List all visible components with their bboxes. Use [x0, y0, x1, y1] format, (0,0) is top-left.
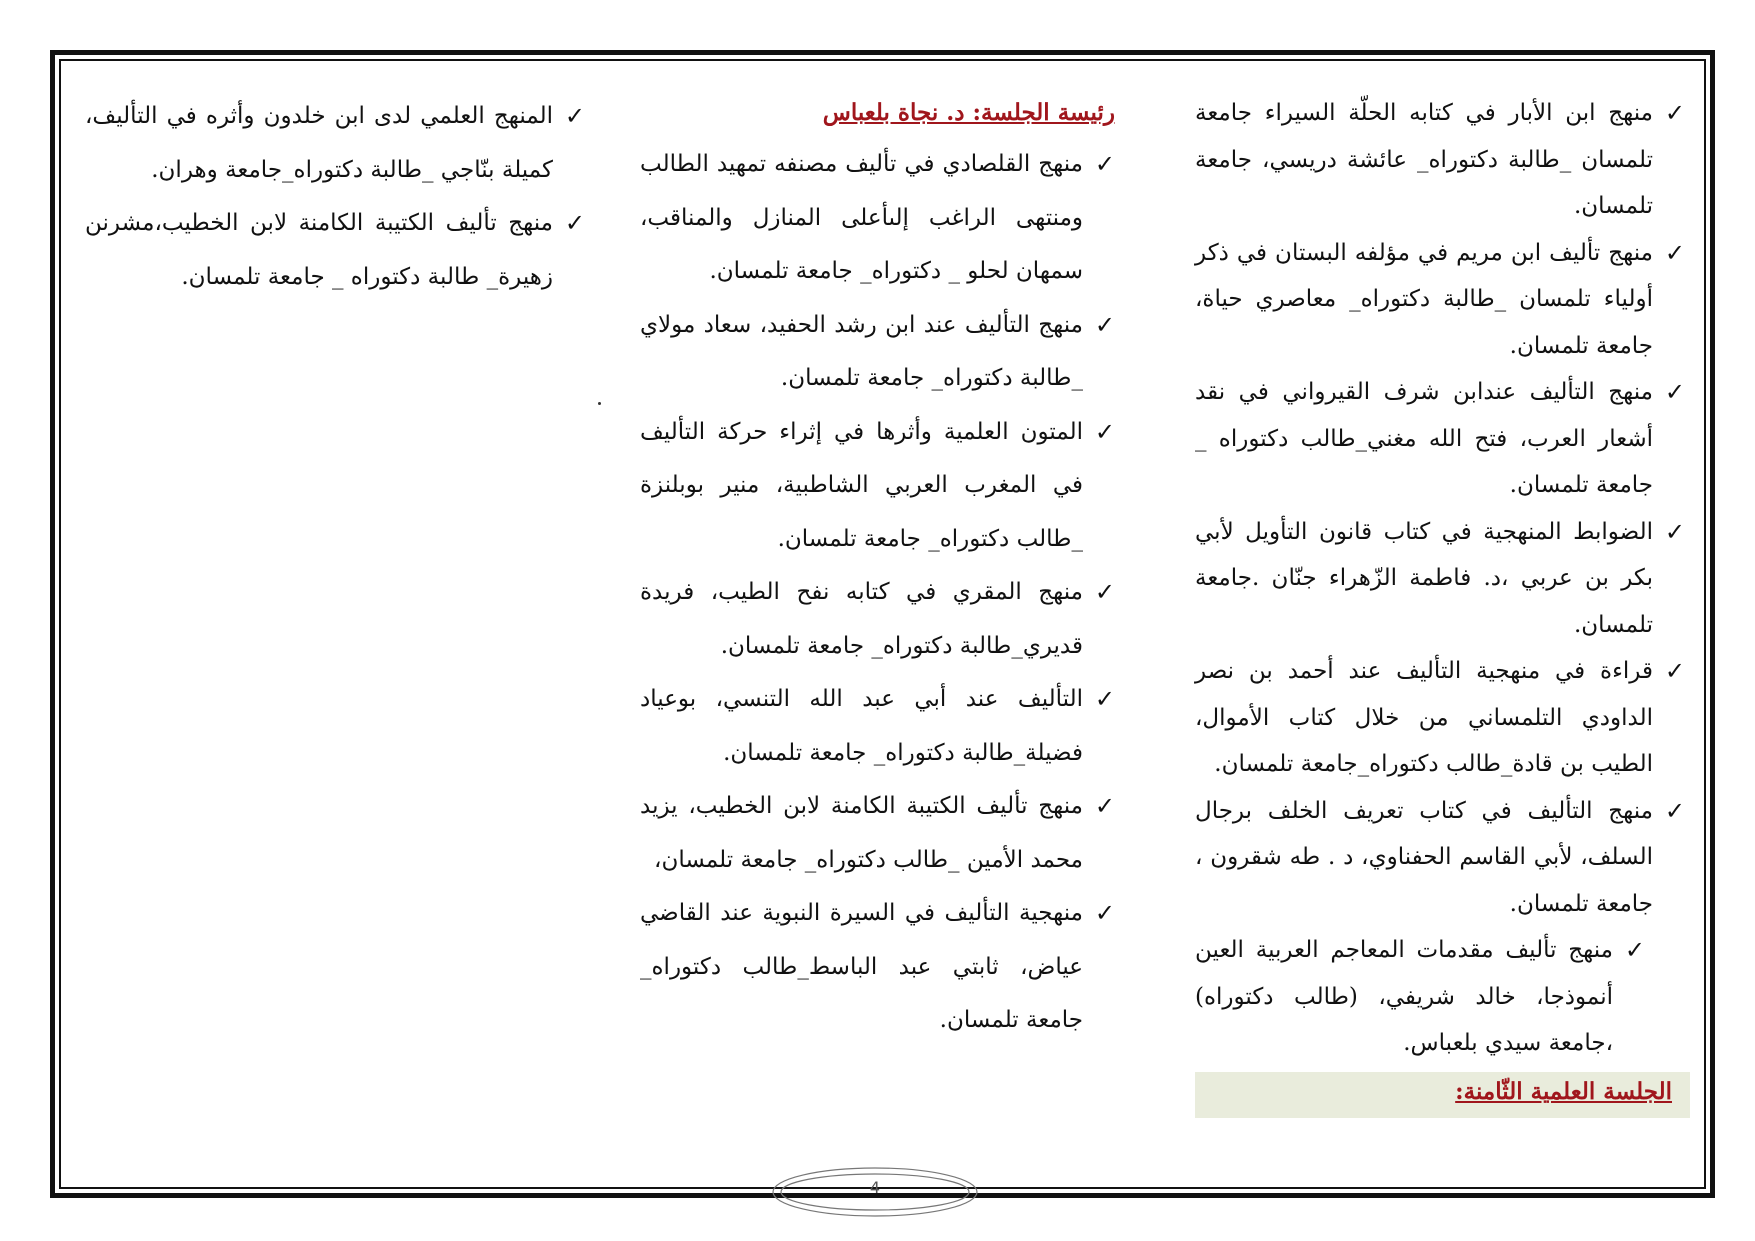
check-icon: ✓: [1664, 378, 1685, 406]
check-icon: ✓: [1664, 796, 1685, 825]
item-text: التأليف عند أبي عبد الله التنسي، بوعياد فضيلة_طالبة دكتوراه_ جامعة تلمسان.: [640, 686, 1083, 766]
column-middle: [640, 90, 1115, 1048]
check-icon: ✓: [1664, 517, 1685, 546]
list-item: [640, 673, 1115, 780]
item-text: منهج تأليف ابن مريم في مؤلفه البستان في ذكر أولياء تلمسان _طالبة دكتوراه_ معاصري حياة، جامعة تلمسان.: [1195, 239, 1653, 359]
item-text: منهج تأليف الكتيبة الكامنة لابن الخطيب،مشرنن زهيرة_ طالبة دكتوراه _ جامعة تلمسان.: [85, 210, 553, 290]
check-icon: ✓: [564, 102, 585, 130]
check-icon: ✓: [1094, 685, 1115, 713]
list-item: [1195, 788, 1685, 928]
item-text: منهج المقري في كتابه نفح الطيب، فريدة قديري_طالبة دكتوراه_ جامعة تلمسان.: [640, 579, 1083, 659]
check-icon: ✓: [1094, 310, 1115, 339]
item-text: منهج القلصادي في تأليف مصنفه تمهيد الطالب ومنتهى الراغب إلىأعلى المنازل والمناقب، سمهان لحلو _ دكتوراه_ جامعة تلمسان.: [640, 151, 1083, 284]
page-number-badge: [770, 1164, 980, 1220]
list-item: [640, 406, 1115, 567]
column-left: [85, 90, 585, 304]
check-icon: ✓: [1664, 99, 1685, 127]
check-icon: ✓: [1094, 899, 1115, 927]
list-item: [640, 887, 1115, 1048]
item-text: منهج تأليف الكتيبة الكامنة لابن الخطيب، يزيد محمد الأمين _طالب دكتوراه_ جامعة تلمسان،: [640, 793, 1083, 873]
item-text: منهجية التأليف في السيرة النبوية عند القاضي عياض، ثابتي عبد الباسط_طالب دكتوراه_ جامعة تلمسان.: [640, 900, 1083, 1033]
item-text: منهج التأليف في كتاب تعريف الخلف برجال السلف، لأبي القاسم الحفناوي، د . طه شقرون ، جامعة تلمسان.: [1195, 797, 1653, 917]
list-item: [640, 138, 1115, 299]
session-heading-bar: [1195, 1072, 1690, 1118]
item-text: منهج تأليف مقدمات المعاجم العربية العين أنموذجا، خالد شريفي، (طالب دكتوراه) ،جامعة سيدي بلعباس.: [1195, 937, 1613, 1056]
list-item: [640, 299, 1115, 406]
check-icon: ✓: [1094, 578, 1115, 606]
session-heading: الجلسة العلمية الثّامنة:: [1455, 1078, 1672, 1105]
check-icon: ✓: [1664, 657, 1685, 685]
check-icon: ✓: [1624, 936, 1645, 964]
check-icon: ✓: [1094, 150, 1115, 178]
item-text: منهج التأليف عندابن شرف القيرواني في نقد أشعار العرب، فتح الله مغني_طالب دكتوراه _ جامعة تلمسان.: [1195, 379, 1653, 498]
item-text: الضوابط المنهجية في كتاب قانون التأويل لأبي بكر بن عربي ،د. فاطمة الزّهراء جنّان .جامعة تلمسان.: [1195, 518, 1653, 638]
item-text: المنهج العلمي لدى ابن خلدون وأثره في التأليف، كميلة بنّاجي _طالبة دكتوراه_جامعة وهران.: [85, 103, 553, 183]
program-list-left: [85, 90, 585, 304]
list-item: [1195, 509, 1685, 649]
check-icon: ✓: [1664, 238, 1685, 267]
program-list-right: [1195, 90, 1685, 1067]
column-right: [1195, 90, 1685, 1067]
item-text: منهج التأليف عند ابن رشد الحفيد، سعاد مولاي _طالبة دكتوراه_ جامعة تلمسان.: [640, 311, 1083, 391]
list-item: [1195, 648, 1685, 788]
list-item: [640, 566, 1115, 673]
list-item: [1195, 927, 1645, 1067]
check-icon: ✓: [1094, 792, 1115, 820]
list-item: [640, 780, 1115, 887]
program-list-middle: [640, 138, 1115, 1048]
check-icon: ✓: [1094, 417, 1115, 446]
item-text: قراءة في منهجية التأليف عند أحمد بن نصر الداودي التلمساني من خلال كتاب الأموال، الطيب بن قادة_طالب دكتوراه_جامعة تلمسان.: [1195, 658, 1653, 777]
stray-dot: [598, 402, 601, 405]
page-number: 4: [869, 1178, 881, 1197]
list-item: [85, 197, 585, 304]
list-item: [1195, 90, 1685, 230]
list-item: [1195, 230, 1685, 370]
list-item: [1195, 369, 1685, 509]
check-icon: ✓: [564, 209, 585, 237]
list-item: [85, 90, 585, 197]
item-text: منهج ابن الأبار في كتابه الحلّة السيراء جامعة تلمسان _طالبة دكتوراه_ عائشة دريسي، جامعة تلمسان.: [1195, 100, 1653, 219]
item-text: المتون العلمية وأثرها في إثراء حركة التأليف في المغرب العربي الشاطبية، منير بوبلنزة _طالب دكتوراه_ جامعة تلمسان.: [640, 418, 1083, 552]
session-chair: رئيسة الجلسة: د. نجاة بلعباس: [822, 99, 1115, 126]
